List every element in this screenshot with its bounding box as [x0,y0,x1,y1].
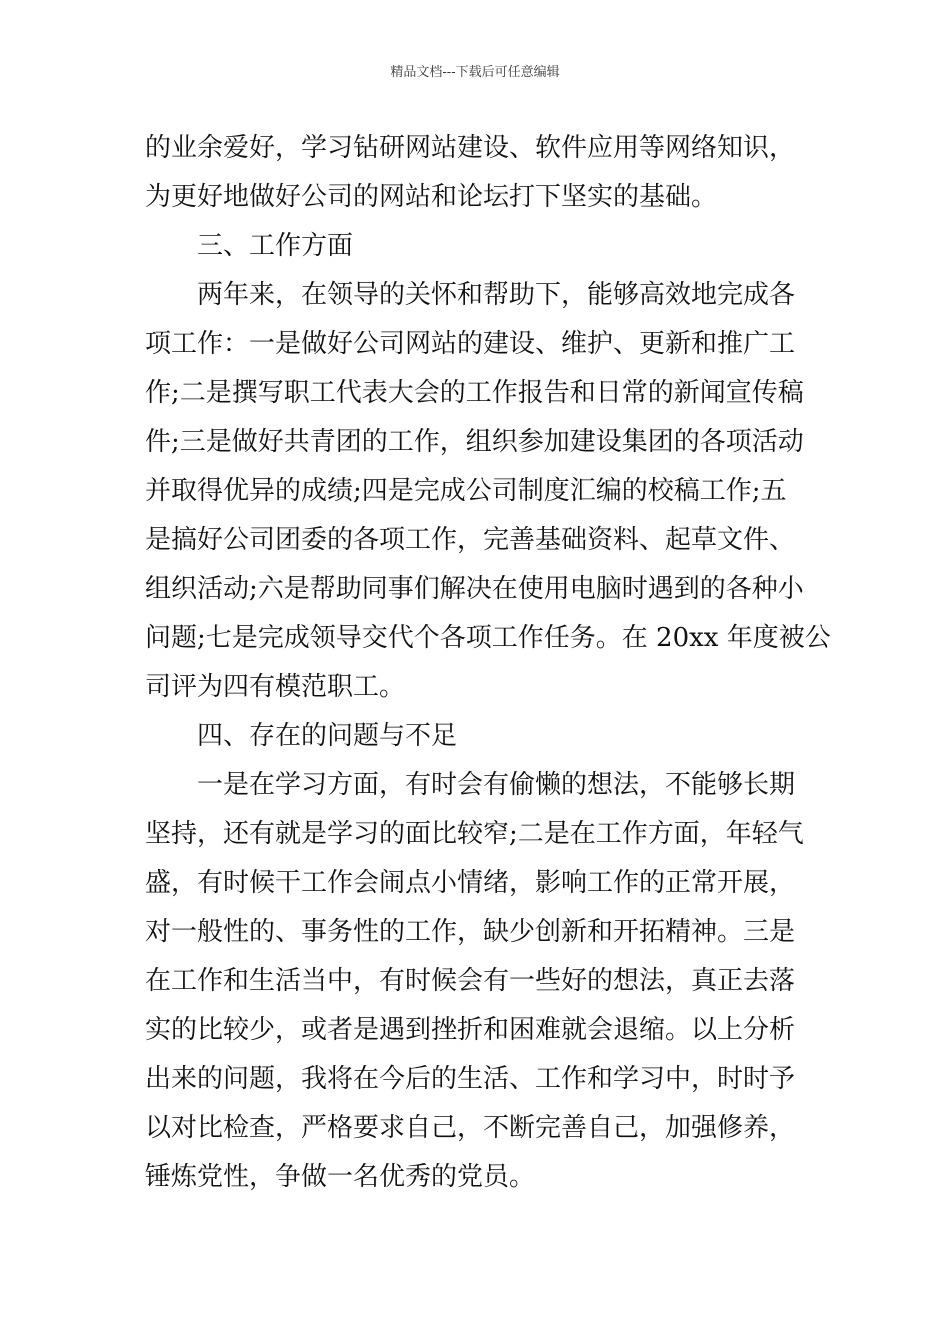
section-heading-problems: 四、存在的问题与不足 [197,721,458,751]
paragraph-line: 对一般性的、事务性的工作，缺少创新和开拓精神。三是 [145,917,796,947]
paragraph-line: 项工作：一是做好公司网站的建设、维护、更新和推广工 [145,329,796,359]
paragraph-line: 出来的问题，我将在今后的生活、工作和学习中，时时予 [145,1064,796,1094]
paragraph-line: 锤炼党性，争做一名优秀的党员。 [145,1162,536,1192]
paragraph-line: 并取得优异的成绩;四是完成公司制度汇编的校稿工作;五 [145,476,787,506]
paragraph-line: 一是在学习方面，有时会有偷懒的想法，不能够长期 [197,770,796,800]
page-header: 精品文档---下载后可任意编辑 [390,65,560,80]
paragraph-line: 件;三是做好共青团的工作，组织参加建设集团的各项活动 [145,427,804,457]
paragraph-line: 问题;七是完成领导交代个各项工作任务。在 20xx 年度被公 [145,623,831,653]
paragraph-line: 是搞好公司团委的各项工作，完善基础资料、起草文件、 [145,525,796,555]
section-heading-work: 三、工作方面 [197,231,354,261]
paragraph-line: 以对比检查，严格要求自己，不断完善自己，加强修养， [145,1113,796,1143]
paragraph-line: 的业余爱好，学习钻研网站建设、软件应用等网络知识， [145,133,796,163]
paragraph-line: 为更好地做好公司的网站和论坛打下坚实的基础。 [145,182,718,212]
paragraph-line: 实的比较少，或者是遇到挫折和困难就会退缩。以上分析 [145,1015,796,1045]
paragraph-line: 司评为四有模范职工。 [145,672,406,702]
paragraph-line: 作;二是撰写职工代表大会的工作报告和日常的新闻宣传稿 [145,378,804,408]
document-body [145,124,831,1202]
paragraph-line: 两年来，在领导的关怀和帮助下，能够高效地完成各 [197,280,796,310]
paragraph-line: 在工作和生活当中，有时候会有一些好的想法，真正去落 [145,966,796,996]
paragraph-line: 组织活动;六是帮助同事们解决在使用电脑时遇到的各种小 [145,574,804,604]
paragraph-line: 坚持，还有就是学习的面比较窄;二是在工作方面，年轻气 [145,819,804,849]
paragraph-line: 盛，有时候干工作会闹点小情绪，影响工作的正常开展， [145,868,796,898]
